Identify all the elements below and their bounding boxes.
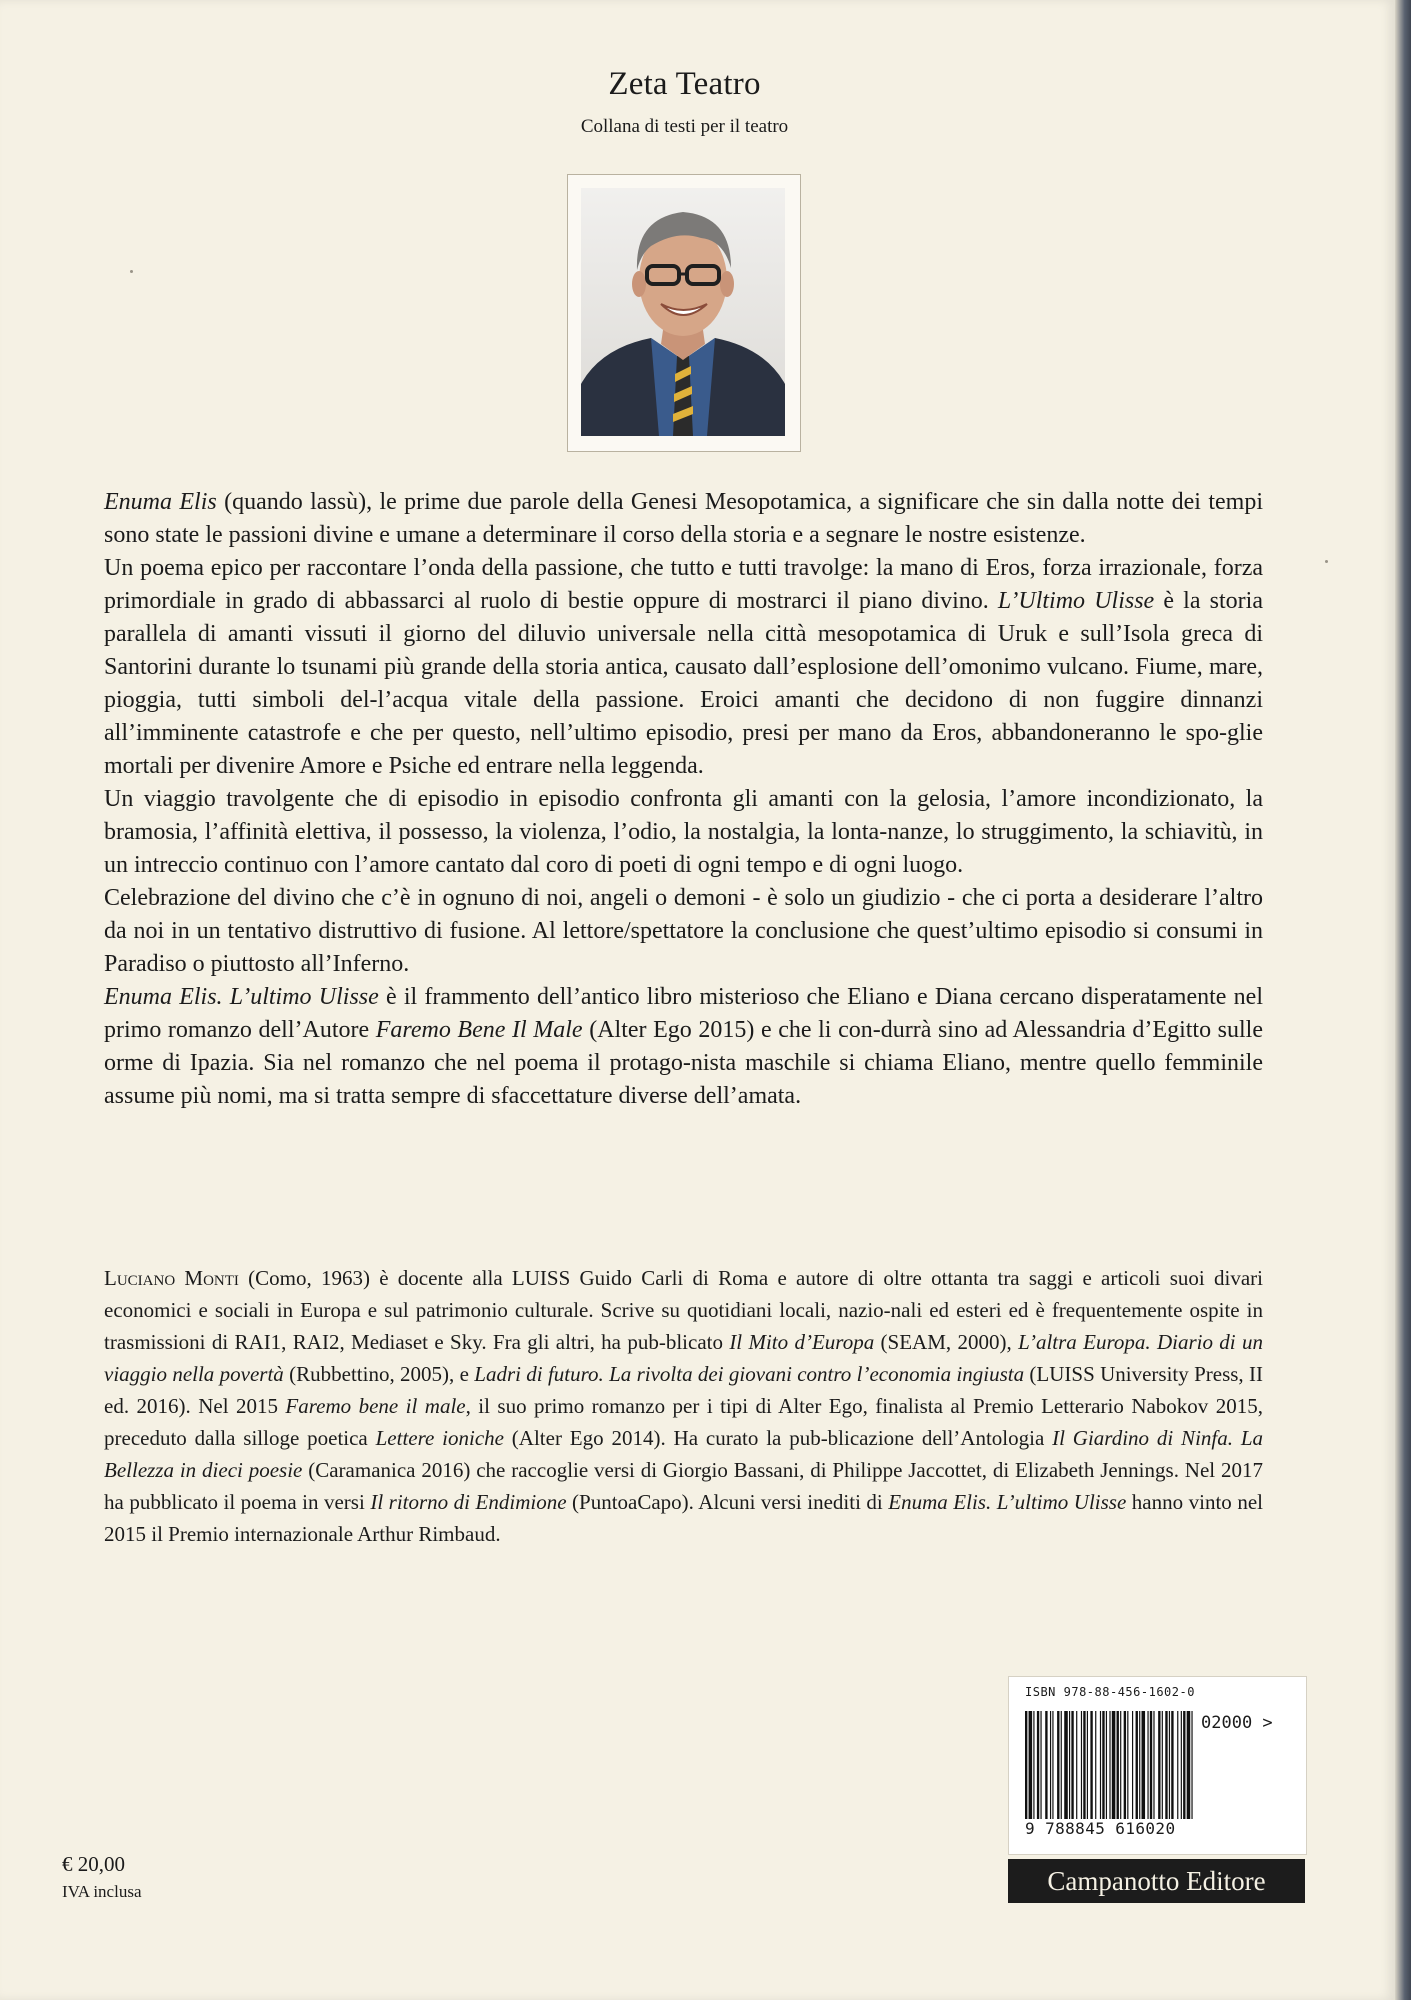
barcode-bar (1087, 1711, 1088, 1819)
text-run: (Caramanica 2016) che raccoglie versi di Giorgio Bassani, di Philippe Jaccottet, di Elizabeth Jennings. Nel 2017 ha pubblicato il poema in versi (104, 1458, 1263, 1514)
barcode-bar (1142, 1711, 1146, 1819)
blurb-paragraph (104, 882, 1263, 981)
series-title: Zeta Teatro (608, 66, 761, 102)
blurb-paragraph (104, 486, 1263, 552)
barcode-bar (1139, 1711, 1140, 1819)
barcode-bar (1177, 1711, 1178, 1819)
blurb-text (104, 486, 1263, 1113)
vat-note: IVA inclusa (62, 1882, 142, 1901)
text-run: hanno vinto nel 2015 il Premio internazionale Arthur Rimbaud. (104, 1490, 1263, 1546)
paper-speck (130, 270, 133, 273)
text-run: (LUISS University Press, II ed. 2016). Nel 2015 (104, 1362, 1263, 1418)
isbn-barcode (1008, 1676, 1307, 1855)
barcode-bar (1165, 1711, 1167, 1819)
text-run: Celebrazione del divino che c’è in ognuno di noi, angeli o demoni - è solo un giudizio - che ci porta a desiderare l’altro da noi in un tentativo distruttivo di fusione. Al lettore/spettatore la conclusione che quest’ultimo episodio si consumi in Paradiso o piuttosto all’Inferno. (104, 885, 1263, 977)
italic-title: Enuma Elis. L’ultimo Ulisse (104, 984, 379, 1010)
barcode-bar (1033, 1711, 1034, 1819)
text-run: Un viaggio travolgente che di episodio in episodio confronta gli amanti con la gelosia, l’amore incondizionato, la bramosia, l’affinità elettiva, il possesso, la violenza, l’odio, la nostalgia, la lonta-nanze, lo struggimento, la schiavitù, in un intreccio continuo con l’amore cantato dal coro di poeti di ogni tempo e di ogni luogo. (104, 786, 1263, 878)
barcode-bar (1050, 1711, 1051, 1819)
barcode-price-code: 02000 > (1201, 1713, 1273, 1733)
barcode-bar (1064, 1711, 1068, 1819)
barcode-bar (1102, 1711, 1104, 1819)
barcode-bar (1181, 1711, 1182, 1819)
author-photo-frame (567, 174, 801, 452)
barcode-bar (1071, 1711, 1073, 1819)
barcode-bar (1076, 1711, 1077, 1819)
text-run: è il frammento dell’antico libro misterioso che Eliano e Diana cercano disperatamente nel primo romanzo dell’Autore (104, 984, 1263, 1043)
barcode-bar (1158, 1711, 1160, 1819)
barcode-bar (1153, 1711, 1154, 1819)
text-run: (Alter Ego 2015) e che li con-durrà sino ad Alessandria d’Egitto sulle orme di Ipazia. Sia nel romanzo che nel poema il protago-nista maschile si chiama Eliano, mentre quello femminile assume più nomi, ma si tratta sempre di sfaccettature diverse dell’amata. (104, 1017, 1264, 1109)
barcode-bar (1045, 1711, 1047, 1819)
italic-title: L’Ultimo Ulisse (997, 588, 1155, 614)
italic-title: Il Mito d’Europa (729, 1330, 875, 1354)
barcode-bar (1132, 1711, 1133, 1819)
barcode-bar (1109, 1711, 1110, 1819)
barcode-bar (1095, 1711, 1096, 1819)
barcode-bar (1083, 1711, 1085, 1819)
text-run: (Alter Ego 2014). Ha curato la pub-blicazione dell’Antologia (503, 1426, 1053, 1450)
text-run: (SEAM, 2000), (874, 1330, 1019, 1354)
blurb-paragraph (104, 783, 1263, 882)
barcode-bar (1112, 1711, 1116, 1819)
series-subtitle: Collana di testi per il teatro (580, 116, 789, 137)
text-run: (quando lassù), le prime due parole della Genesi Mesopotamica, a significare che sin dalla notte dei tempi sono state le passioni divine e umane a determinare il corso della storia e a segnare le nostre esistenze. (104, 489, 1263, 548)
barcode-bar (1169, 1711, 1170, 1819)
barcode-bar (1090, 1711, 1092, 1819)
barcode-bar (1124, 1711, 1126, 1819)
blurb-paragraph (104, 981, 1263, 1113)
italic-title: L’altra Europa. Diario di un viaggio nella povertà (104, 1330, 1263, 1386)
italic-title: Enuma Elis. L’ultimo Ulisse (888, 1490, 1127, 1514)
barcode-bar (1061, 1711, 1062, 1819)
barcode-bar (1120, 1711, 1121, 1819)
italic-title: Ladri di futuro. La rivolta dei giovani contro l’economia ingiusta (474, 1362, 1025, 1386)
barcode-bar (1127, 1711, 1128, 1819)
publisher-band: Campanotto Editore (1008, 1859, 1305, 1903)
author-name: Luciano Monti (104, 1266, 239, 1290)
italic-title: Enuma Elis (104, 489, 217, 515)
barcode-bar (1052, 1711, 1053, 1819)
italic-title: Il ritorno di Endimione (370, 1490, 567, 1514)
italic-title: Faremo Bene Il Male (375, 1017, 583, 1043)
price: € 20,00 (62, 1852, 125, 1876)
author-bio (104, 1262, 1263, 1550)
author-photo (581, 188, 785, 436)
barcode-bar (1057, 1711, 1059, 1819)
barcode-bar (1037, 1711, 1039, 1819)
text-run: (PuntoaCapo). Alcuni versi inediti di (566, 1490, 889, 1514)
text-run: (Rubbettino, 2005), e (283, 1362, 475, 1386)
barcode-bar (1081, 1711, 1082, 1819)
barcode-bar (1025, 1711, 1027, 1819)
cover-edge (1395, 0, 1411, 2000)
italic-title: Il Giardino di Ninfa. La Bellezza in dieci poesie (104, 1426, 1264, 1482)
barcode-bar (1106, 1711, 1107, 1819)
italic-title: Faremo bene il male (285, 1394, 466, 1418)
barcode-bar (1187, 1711, 1191, 1819)
barcode-bar (1117, 1711, 1119, 1819)
italic-title: Lettere ioniche (375, 1426, 504, 1450)
text-run: Un poema epico per raccontare l’onda della passione, che tutto e tutti travolge: la mano di Eros, forza irrazionale, forza primordiale in grado di abbassarci al ruolo di bestie oppure di mostrarci il piano divino. (104, 555, 1263, 614)
ean-digits: 9 788845 616020 (1025, 1819, 1176, 1838)
barcode-bars (1025, 1711, 1195, 1819)
barcode-bar (1100, 1711, 1101, 1819)
text-run: (Como, 1963) è docente alla LUISS Guido Carli di Roma e autore di oltre ottanta tra saggi e articoli suoi divari economici e sociali in Europa e sul patrimonio culturale. Scrive su quotidiani locali, nazio-nali ed esteri ed è frequentemente ospite in trasmissioni di RAI1, RAI2, Mediaset e Sky. Fra gli altri, ha pub-blicato (104, 1266, 1263, 1354)
barcode-bar (1191, 1711, 1192, 1819)
isbn-label: ISBN 978-88-456-1602-0 (1025, 1685, 1195, 1699)
barcode-bar (1171, 1711, 1173, 1819)
blurb-paragraph (104, 552, 1263, 783)
barcode-bar (1040, 1711, 1041, 1819)
barcode-bar (1029, 1711, 1033, 1819)
barcode-bar (1147, 1711, 1148, 1819)
barcode-bar (1162, 1711, 1163, 1819)
text-run: è la storia parallela di amanti vissuti il giorno del diluvio universale nella città mesopotamica di Uruk e sull’Isola greca di Santorini durante lo tsunami più grande della storia antica, causato dall’esplosione dell’omonimo vulcano. Fiume, mare, pioggia, tutti simboli del-l’acqua vitale della passione. Eroici amanti che decidono di non fuggire dinnanzi all’imminente catastrofe e che per questo, nell’ultimo episodio, presi per mano da Eros, abbandoneranno le spo-glie mortali per divenire Amore e Psiche ed entrare nella leggenda. (104, 588, 1263, 779)
barcode-bar (1069, 1711, 1070, 1819)
barcode-bar (1136, 1711, 1138, 1819)
barcode-bar (1150, 1711, 1152, 1819)
barcode-bar (1183, 1711, 1185, 1819)
text-run: , il suo primo romanzo per i tipi di Alter Ego, finalista al Premio Letterario Nabokov 2015, preceduto dalla silloge poetica (104, 1394, 1263, 1450)
paper-speck (1325, 560, 1328, 563)
